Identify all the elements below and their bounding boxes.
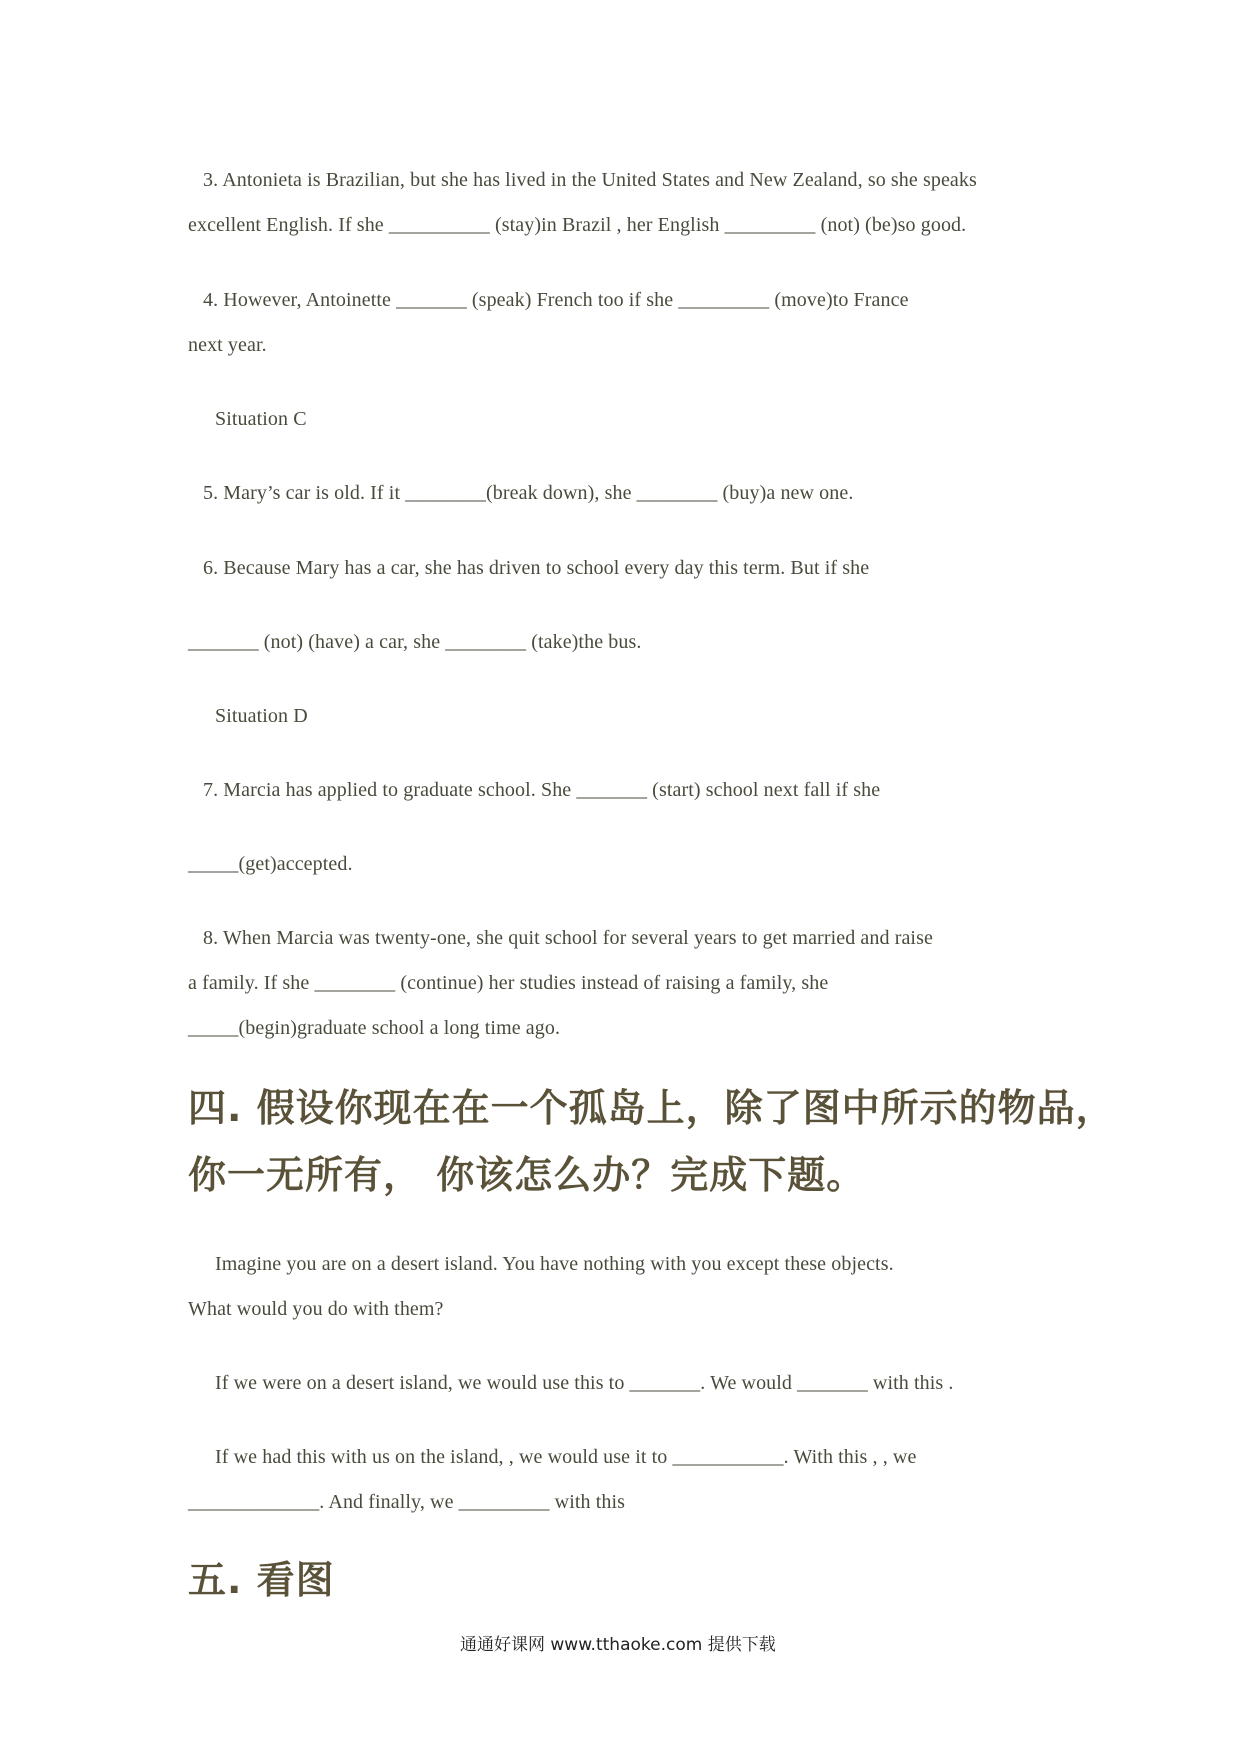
text-line: _______ (not) (have) a car, she ________ (take)the bus. [188,631,642,653]
text-line: 7. Marcia has applied to graduate school. She _______ (start) school next fall if she [203,779,881,801]
text-line: Imagine you are on a desert island. You have nothing with you except these objects. [215,1253,894,1275]
text-line: 5. Mary’s car is old. If it ________(break down), she ________ (buy)a new one. [203,482,854,504]
section-5-heading: 五. 看图 [188,1558,335,1602]
section-4-heading-line-2: 你一无所有， 你该怎么办？完成下题。 [188,1153,866,1197]
text-line: 3. Antonieta is Brazilian, but she has lived in the United States and New Zealand, so she speaks [203,169,977,191]
text-line: If we were on a desert island, we would use this to _______. We would _______ with this . [215,1372,954,1394]
text-line: next year. [188,334,267,356]
text-line: 6. Because Mary has a car, she has driven to school every day this term. But if she [203,557,870,579]
text-line: 8. When Marcia was twenty-one, she quit school for several years to get married and raise [203,927,933,949]
text-line: _____________. And finally, we _________ with this [188,1491,626,1513]
text-line: If we had this with us on the island, , we would use it to ___________. With this , , we [215,1446,917,1468]
text-line: _____(begin)graduate school a long time ago. [188,1017,561,1039]
situation-label: Situation C [215,408,307,430]
page-footer: 通通好课网 www.tthaoke.com 提供下载 [460,1635,776,1655]
text-line: 4. However, Antoinette _______ (speak) French too if she _________ (move)to France [203,289,909,311]
section-4-heading-line-1: 四. 假设你现在在一个孤岛上，除了图中所示的物品， [188,1086,1115,1130]
text-line: What would you do with them? [188,1298,444,1320]
text-line: excellent English. If she __________ (stay)in Brazil , her English _________ (not) (be)so good. [188,214,967,236]
text-line: a family. If she ________ (continue) her studies instead of raising a family, she [188,972,829,994]
situation-label: Situation D [215,705,308,727]
text-line: _____(get)accepted. [188,853,353,875]
